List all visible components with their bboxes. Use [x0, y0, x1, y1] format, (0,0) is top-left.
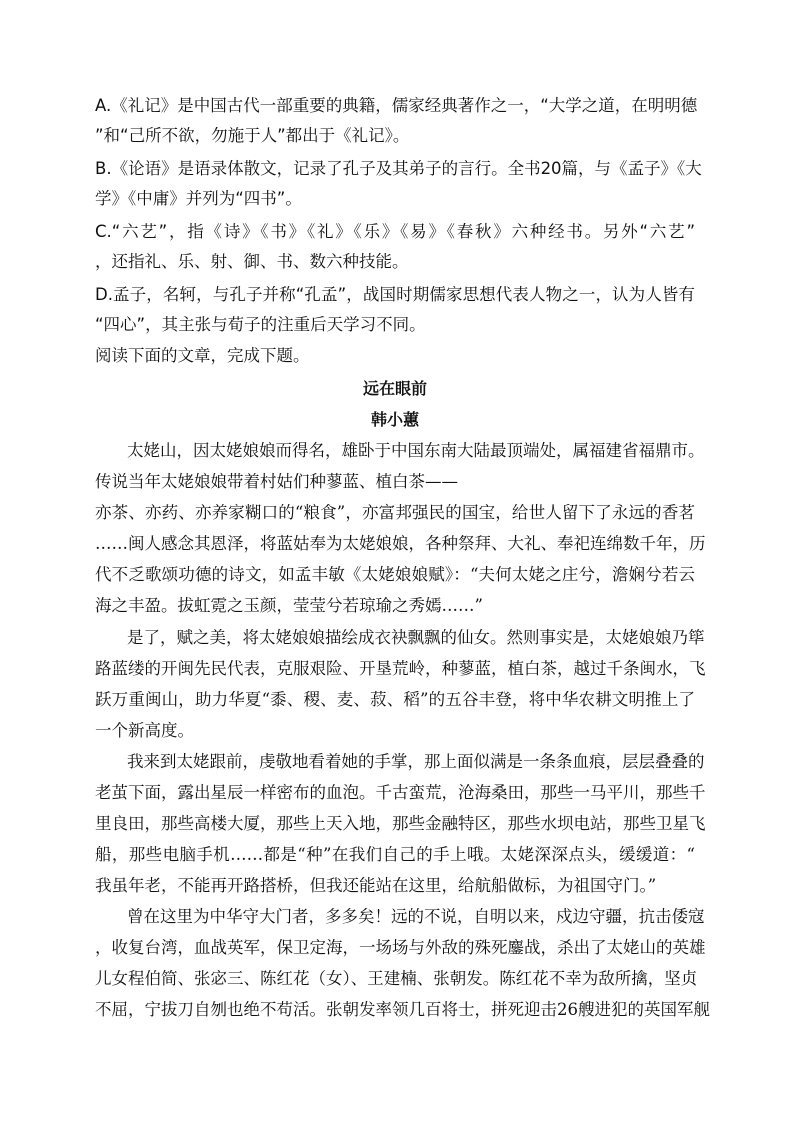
paragraph-line: 是了，赋之美，将太姥娘娘描绘成衣袂飘飘的仙女。然则事实是，太姥娘娘乃筚: [127, 628, 705, 647]
paragraph-line: 亦茶、亦药、亦养家糊口的“粮食”，亦富邦强民的国宝，给世人留下了永远的香茗: [95, 503, 695, 522]
paragraph-line: 代不乏歌颂功德的诗文，如孟丰敏《太姥娘娘赋》：“夫何太姥之庄兮，澹娴兮若云: [95, 565, 695, 584]
paragraph-line: ……闽人感念其恩泽，将蓝姑奉为太姥娘娘，各种祭拜、大礼、奉祀连绵数千年，历: [95, 534, 706, 553]
article-title: 远在眼前: [362, 379, 427, 398]
option-c-line-2: ，还指礼、乐、射、御、书、数六种技能。: [95, 252, 409, 271]
option-b-line-2: 学》《中庸》并列为“四书”。: [95, 189, 302, 208]
paragraph-line: 曾在这里为中华守大门者，多多矣！远的不说，自明以来，戍边守疆，抗击倭寇: [127, 907, 705, 926]
paragraph-line: 里良田，那些高楼大厦，那些上天入地，那些金融特区，那些水坝电站，那些卫星飞: [95, 814, 706, 833]
option-d-line-1: D.孟子，名轲，与孔子并称“孔孟”，战国时期儒家思想代表人物之一，认为人皆有: [95, 285, 695, 304]
option-a-line-2: ”和“己所不欲，勿施于人”都出于《礼记》。: [95, 126, 410, 145]
paragraph-line: 我虽年老，不能再开路搭桥，但我还能站在这里，给航船做标，为祖国守门。”: [95, 876, 657, 895]
paragraph-line: 路蓝缕的开闽先民代表，克服艰险、开垦荒岭，种蓼蓝，植白茶，越过千条闽水，飞: [95, 659, 706, 678]
paragraph-line: 不屈，宁拔刀自刎也绝不苟活。张朝发率领几百将士，拼死迎击26艘进犯的英国军舰: [95, 1000, 710, 1019]
option-d-line-2: “四心”，其主张与荀子的注重后天学习不同。: [95, 315, 426, 334]
paragraph-line: 太姥山，因太姥娘娘而得名，雄卧于中国东南大陆最顶端处，属福建省福鼎市。: [127, 441, 705, 460]
option-a-line-1: A.《礼记》是中国古代一部重要的典籍，儒家经典著作之一，“大学之道，在明明德: [95, 96, 698, 115]
paragraph-line: 一个新高度。: [95, 721, 194, 740]
paragraph-line: 传说当年太姥娘娘带着村姑们种蓼蓝、植白茶——: [95, 472, 458, 491]
paragraph-line: 海之丰盈。拔虹霓之玉颜，莹莹兮若琼瑜之秀嫣……”: [95, 596, 483, 615]
reading-instruction: 阅读下面的文章，完成下题。: [95, 346, 310, 365]
paragraph-line: 老茧下面，露出星辰一样密布的血泡。千古蛮荒，沧海桑田，那些一马平川，那些千: [95, 783, 706, 802]
option-b-line-1: B.《论语》是语录体散文，记录了孔子及其弟子的言行。全书20篇，与《孟子》《大: [95, 159, 702, 178]
paragraph-line: 儿女程伯简、张宓三、陈红花（女）、王建楠、张朝发。陈红花不幸为敌所擒，坚贞: [95, 969, 698, 988]
paragraph-line: 我来到太姥跟前，虔敬地看着她的手掌，那上面似满是一条条血痕，层层叠叠的: [127, 752, 705, 771]
option-c-line-1: C.“六艺”，指《诗》《书》《礼》《乐》《易》《春秋》六种经书。另外“六艺”: [95, 222, 695, 241]
paragraph-line: ，收复台湾，血战英军，保卫定海，一场场与外敌的殊死鏖战，杀出了太姥山的英雄: [95, 938, 706, 957]
paragraph-line: 船，那些电脑手机……都是“种”在我们自己的手上哦。太姥深深点头，缓缓道：“: [95, 845, 695, 864]
article-author: 韩小蕙: [370, 410, 419, 429]
paragraph-line: 跃万重闽山，助力华夏“黍、稷、麦、菽、稻”的五谷丰登，将中华农耕文明推上了: [95, 690, 695, 709]
